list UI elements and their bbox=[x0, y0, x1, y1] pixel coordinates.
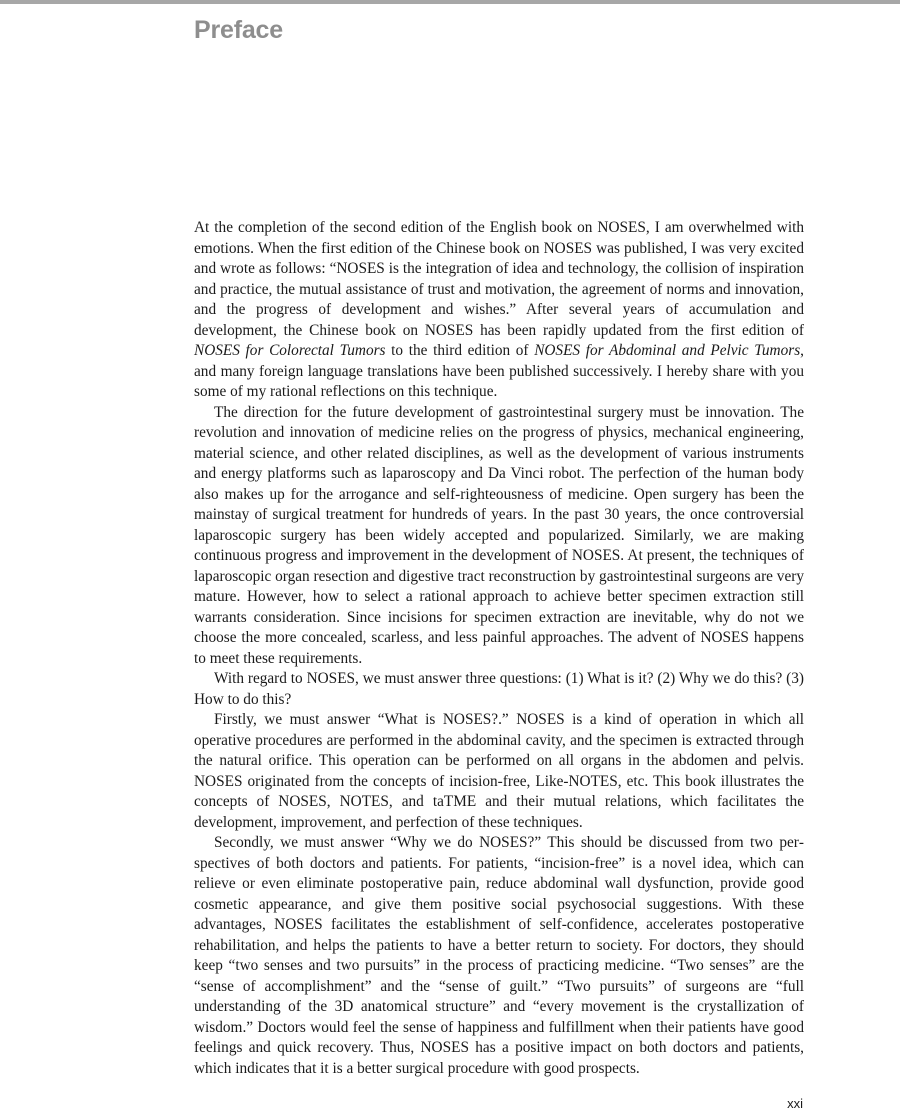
paragraph-2 bbox=[194, 403, 804, 670]
paragraph-5 bbox=[194, 833, 804, 1079]
text-run: Firstly, we must answer “What is NOSES?.” NOSES is a kind of operation in which all operative procedures are performed in the abdominal cavity, and the specimen is extracted through the natural orifice. This operation can be performed on all organs in the abdomen and pelvis. NOSES originated from the concepts of incision-free, Like-NOTES, etc. This book illustrates the concepts of NOSES, NOTES, and taTME and their mutual relations, which facilitates the development, improvement, and perfection of these techniques. bbox=[194, 711, 804, 831]
paragraph-4 bbox=[194, 710, 804, 833]
page-number: xxi bbox=[787, 1096, 803, 1111]
text-run: The direction for the future development of gastrointestinal surgery must be innovation. The revolution and innovation of medicine relies on the progress of physics, mechanical engineering, material science, and other related disciplines, as well as the development of various instruments and energy platforms such as laparoscopy and Da Vinci robot. The perfection of the human body also makes up for the arrogance and self-righteousness of medicine. Open surgery has been the mainstay of surgical treatment for hundreds of years. In the past 30 years, the once controversial laparoscopic surgery has been widely accepted and popularized. Similarly, we are making continuous progress and improvement in the development of NOSES. At present, the techniques of laparoscopic organ resection and digestive tract reconstruction by gastrointestinal surgeons are very mature. However, how to select a rational approach to achieve better specimen extraction still warrants consideration. Since incisions for specimen extraction are inevitable, why do not we choose the more concealed, scarless, and less painful approaches. The advent of NOSES happens to meet these requirements. bbox=[194, 403, 804, 667]
top-rule bbox=[0, 0, 900, 4]
paragraph-1 bbox=[194, 218, 804, 403]
paragraph-3 bbox=[194, 669, 804, 710]
text-run: Secondly, we must answer “Why we do NOSES?” This should be discussed from two perspectives of both doctors and patients. For patients, “incision-free” is a novel idea, which can relieve or even eliminate postoperative pain, reduce abdominal wall dysfunction, provide good cosmetic appearance, and give them positive social psychosocial suggestions. With these advantages, NOSES facilitates the establishment of self-confidence, accelerates postoperative rehabilitation, and helps the patients to have a better return to society. For doctors, they should keep “two senses and two pursuits” in the process of practicing medicine. “Two senses” are the “sense of accomplishment” and the “sense of guilt.” “Two pursuits” of surgeons are “full understanding of the 3D anatomical structure” and “every movement is the crystallization of wisdom.” Doctors would feel the sense of happiness and fulfillment when their patients have good feelings and quick recovery. Thus, NOSES has a positive impact on both doctors and patients, which indicates that it is a better surgical procedure with good prospects. bbox=[194, 834, 804, 1077]
page-title: Preface bbox=[194, 16, 283, 44]
text-run: At the completion of the second edition of the English book on NOSES, I am overwhelmed with emotions. When the first edition of the Chinese book on NOSES was published, I was very excited and wrote as follows: “NOSES is the integration of idea and technology, the collision of inspiration and practice, the mutual assistance of trust and motivation, the agreement of norms and innovation, and the progress of development and wishes.” After several years of accumulation and development, the Chinese book on NOSES has been rapidly updated from the first edition of bbox=[194, 219, 804, 339]
preface-body bbox=[194, 218, 804, 1079]
italic-title: NOSES for Colorectal Tumors bbox=[194, 342, 386, 359]
text-run: , and many foreign language translations have been published successively. I hereby share with you some of my rational reflections on this technique. bbox=[194, 342, 804, 400]
text-run: to the third edition of bbox=[385, 342, 535, 359]
text-run: With regard to NOSES, we must answer three questions: (1) What is it? (2) Why we do this? (3) How to do this? bbox=[194, 670, 804, 708]
italic-title: NOSES for Abdominal and Pelvic Tumors bbox=[534, 342, 801, 359]
